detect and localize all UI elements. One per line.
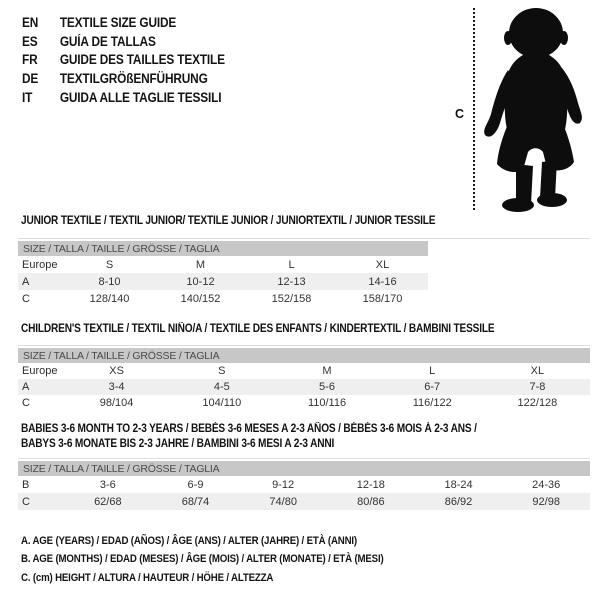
legend-notes [21, 532, 433, 587]
value-cell: 6-9 [187, 478, 204, 491]
size-cell: L [288, 258, 295, 271]
height-measure-label: C [455, 107, 465, 121]
size-cell: M [322, 365, 332, 377]
language-row-fr [22, 51, 225, 70]
table-top-rule [18, 458, 590, 459]
value-cell: 62/68 [94, 495, 122, 508]
language-title: GUÍA DE TALLAS [59, 33, 156, 49]
table-row [18, 395, 590, 411]
value-cell: 104/110 [202, 397, 242, 409]
value-cell: 5-6 [319, 381, 335, 393]
note-c-height-cm: C. (cm) HEIGHT / ALTURA / HAUTEUR / HÖHE / ALTEZZA [21, 571, 274, 584]
language-title-list [22, 13, 253, 107]
size-cell: XL [530, 365, 545, 377]
language-code: IT [22, 90, 33, 106]
value-cell: 116/122 [412, 397, 452, 409]
language-title: GUIDE DES TAILLES TEXTILE [59, 52, 225, 68]
junior-section-title: JUNIOR TEXTILE / TEXTIL JUNIOR/ TEXTILE JUNIOR / JUNIORTEXTIL / JUNIOR TESSILE [21, 215, 436, 227]
table-top-rule [18, 345, 590, 346]
language-title: GUIDA ALLE TAGLIE TESSILI [59, 90, 222, 106]
language-code: ES [22, 33, 38, 49]
baby-silhouette-icon [481, 6, 593, 214]
row-label: C [22, 292, 30, 305]
row-label: C [22, 495, 30, 508]
language-title: TEXTILE SIZE GUIDE [59, 14, 177, 30]
value-cell: 80/86 [357, 495, 385, 508]
language-title: TEXTILGRÖßENFÜHRUNG [59, 71, 208, 87]
value-cell: 6-7 [424, 381, 441, 393]
value-cell: 74/80 [269, 495, 297, 508]
babies-section-title-line1: BABIES 3-6 MONTH TO 2-3 YEARS / BEBÉS 3-6 MESES A 2-3 AÑOS / BÉBÉS 3-6 MOIS À 2-3 ANS / [21, 423, 477, 435]
table-row [18, 290, 428, 307]
junior-size-table [18, 238, 428, 307]
value-cell: 18-24 [444, 478, 473, 491]
row-label: B [22, 478, 30, 491]
row-label: A [22, 275, 30, 288]
value-cell: 24-36 [532, 478, 561, 491]
row-label: Europe [22, 365, 58, 377]
table-top-rule [18, 238, 590, 239]
language-code: EN [22, 14, 39, 30]
value-cell: 3-4 [108, 381, 125, 393]
note-a-age-years: A. AGE (YEARS) / EDAD (AÑOS) / ÂGE (ANS) / ALTER (JAHRE) / ETÀ (ANNI) [21, 535, 357, 548]
table-row [18, 256, 428, 273]
size-cell: S [105, 258, 114, 271]
value-cell: 68/74 [181, 495, 210, 508]
size-cell: XL [375, 258, 390, 271]
note-b-age-months: B. AGE (MONTHS) / EDAD (MESES) / ÂGE (MOIS) / ALTER (MONATE) / ETÀ (MESI) [21, 553, 384, 566]
size-cell: XS [109, 365, 124, 377]
table-row [18, 363, 590, 379]
children-section-title: CHILDREN'S TEXTILE / TEXTIL NIÑO/A / TEXTILE DES ENFANTS / KINDERTEXTIL / BAMBINI TESSILE [21, 323, 495, 335]
value-cell: 12-13 [277, 275, 306, 288]
value-cell: 9-12 [272, 478, 295, 491]
language-row-it [22, 88, 225, 107]
language-row-es [22, 32, 225, 51]
language-row-de [22, 69, 225, 88]
value-cell: 7-8 [529, 381, 546, 393]
babies-section-title-line2: BABYS 3-6 MONATE BIS 2-3 JAHRE / BAMBINI 3-6 MESI A 2-3 ANNI [21, 438, 335, 450]
language-code: FR [22, 52, 38, 68]
language-row-en [22, 13, 225, 32]
babies-size-table [18, 458, 590, 510]
baby-figure-illustration [448, 4, 598, 218]
value-cell: 8-10 [98, 275, 121, 288]
size-cell: S [218, 365, 226, 377]
value-cell: 158/170 [362, 292, 403, 305]
value-cell: 86/92 [444, 495, 473, 508]
size-header-bar: SIZE / TALLA / TAILLE / GRÖSSE / TAGLIA [18, 348, 590, 363]
value-cell: 152/158 [271, 292, 312, 305]
row-label: A [22, 381, 30, 393]
value-cell: 4-5 [213, 381, 230, 393]
language-code: DE [22, 71, 39, 87]
value-cell: 110/116 [307, 397, 347, 409]
value-cell: 14-16 [368, 275, 397, 288]
value-cell: 98/104 [99, 397, 134, 409]
value-cell: 92/98 [532, 495, 560, 508]
row-label: Europe [22, 258, 58, 271]
value-cell: 140/152 [180, 292, 221, 305]
value-cell: 122/128 [517, 397, 558, 409]
size-header-bar: SIZE / TALLA / TAILLE / GRÖSSE / TAGLIA [18, 241, 428, 256]
row-label: C [22, 397, 30, 409]
height-measure-dashed-line [473, 8, 475, 210]
table-row [18, 476, 590, 493]
size-header-bar: SIZE / TALLA / TAILLE / GRÖSSE / TAGLIA [18, 461, 590, 476]
table-row [18, 379, 590, 395]
value-cell: 10-12 [186, 275, 215, 288]
value-cell: 3-6 [99, 478, 116, 491]
size-cell: M [195, 258, 206, 271]
table-row [18, 273, 428, 290]
size-cell: L [429, 365, 436, 377]
children-size-table [18, 345, 590, 411]
value-cell: 12-18 [356, 478, 385, 491]
table-row [18, 493, 590, 510]
value-cell: 128/140 [89, 292, 130, 305]
